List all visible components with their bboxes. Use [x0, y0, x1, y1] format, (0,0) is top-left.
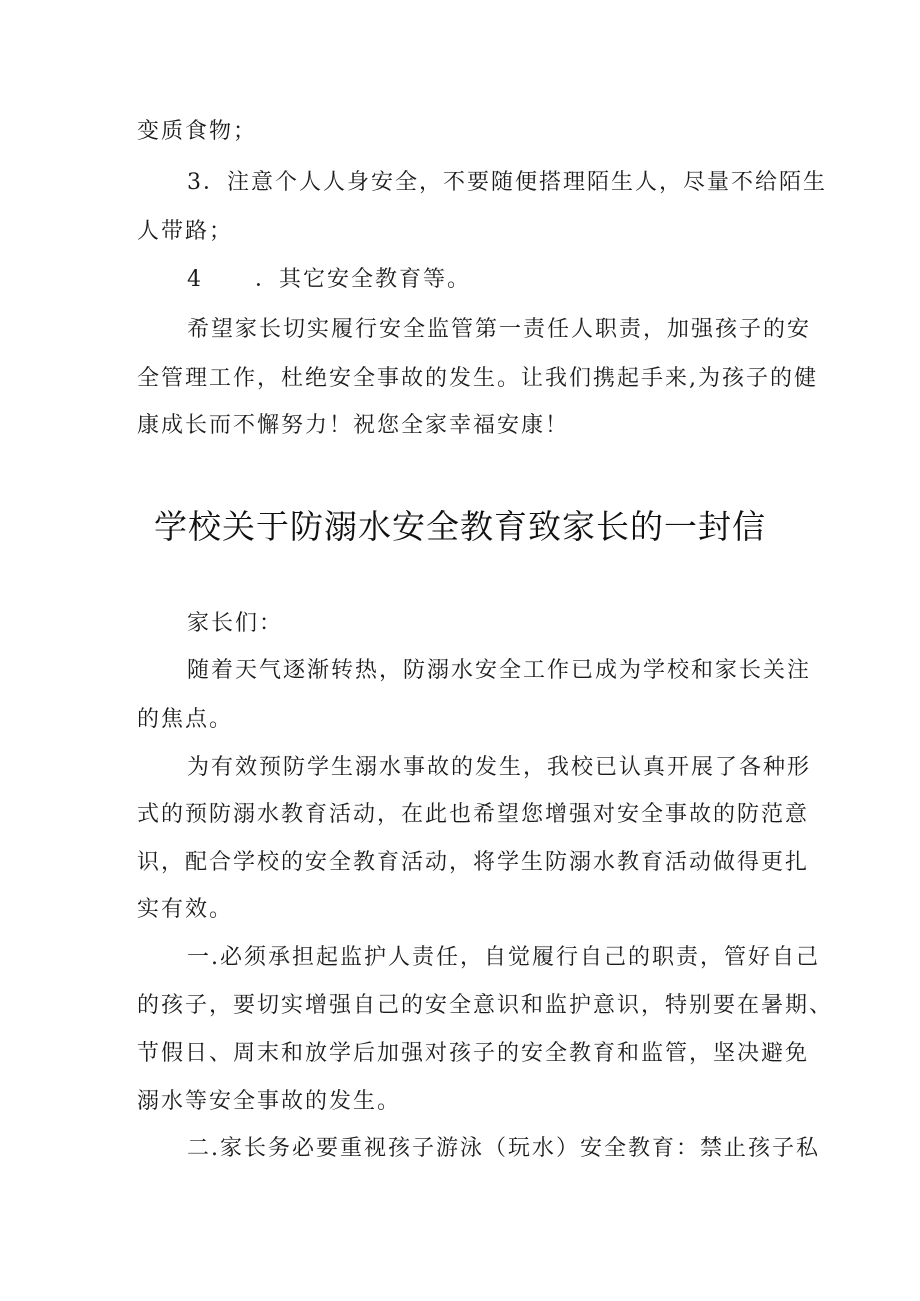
paragraph-1: 随着天气逐渐转热，防溺水安全工作已成为学校和家长关注 [187, 658, 812, 683]
list-item-4-text: ．其它安全教育等。 [255, 267, 472, 292]
closing-paragraph-line: 全管理工作，杜绝安全事故的发生。让我们携起手来,为孩子的健 [137, 366, 818, 391]
list-item-4-number: 4 [187, 267, 203, 292]
list-item-4 [187, 265, 471, 295]
point-1-line: 的孩子，要切实增强自己的安全意识和监护意识，特别要在暑期、 [137, 993, 834, 1018]
text-line: 变质食物； [137, 119, 258, 144]
point-1: 一.必须承担起监护人责任，自觉履行自己的职责，管好自己 [187, 945, 820, 970]
paragraph-2-line: 识，配合学校的安全教育活动，将学生防溺水教育活动做得更扎 [137, 850, 810, 875]
paragraph-2-line: 实有效。 [137, 897, 234, 922]
paragraph-1-line: 的焦点。 [137, 707, 234, 732]
paragraph-2-line: 式的预防溺水教育活动，在此也希望您增强对安全事故的防范意 [137, 802, 810, 827]
page-title: 学校关于防溺水安全教育致家长的一封信 [154, 507, 766, 546]
list-item-3: 3．注意个人人身安全，不要随便搭理陌生人，尽量不给陌生 [187, 170, 827, 195]
list-item-3-continuation: 人带路； [137, 219, 234, 244]
point-1-line: 节假日、周末和放学后加强对孩子的安全教育和监管，坚决避免 [137, 1041, 810, 1066]
closing-paragraph-line: 康成长而不懈努力！祝您全家幸福安康！ [137, 413, 570, 438]
salutation: 家长们： [187, 611, 284, 636]
paragraph-2: 为有效预防学生溺水事故的发生，我校已认真开展了各种形 [187, 755, 812, 780]
closing-paragraph: 希望家长切实履行安全监管第一责任人职责，加强孩子的安 [187, 317, 812, 342]
point-2: 二.家长务必要重视孩子游泳（玩水）安全教育：禁止孩子私 [187, 1136, 820, 1161]
point-1-line: 溺水等安全事故的发生。 [137, 1089, 402, 1114]
